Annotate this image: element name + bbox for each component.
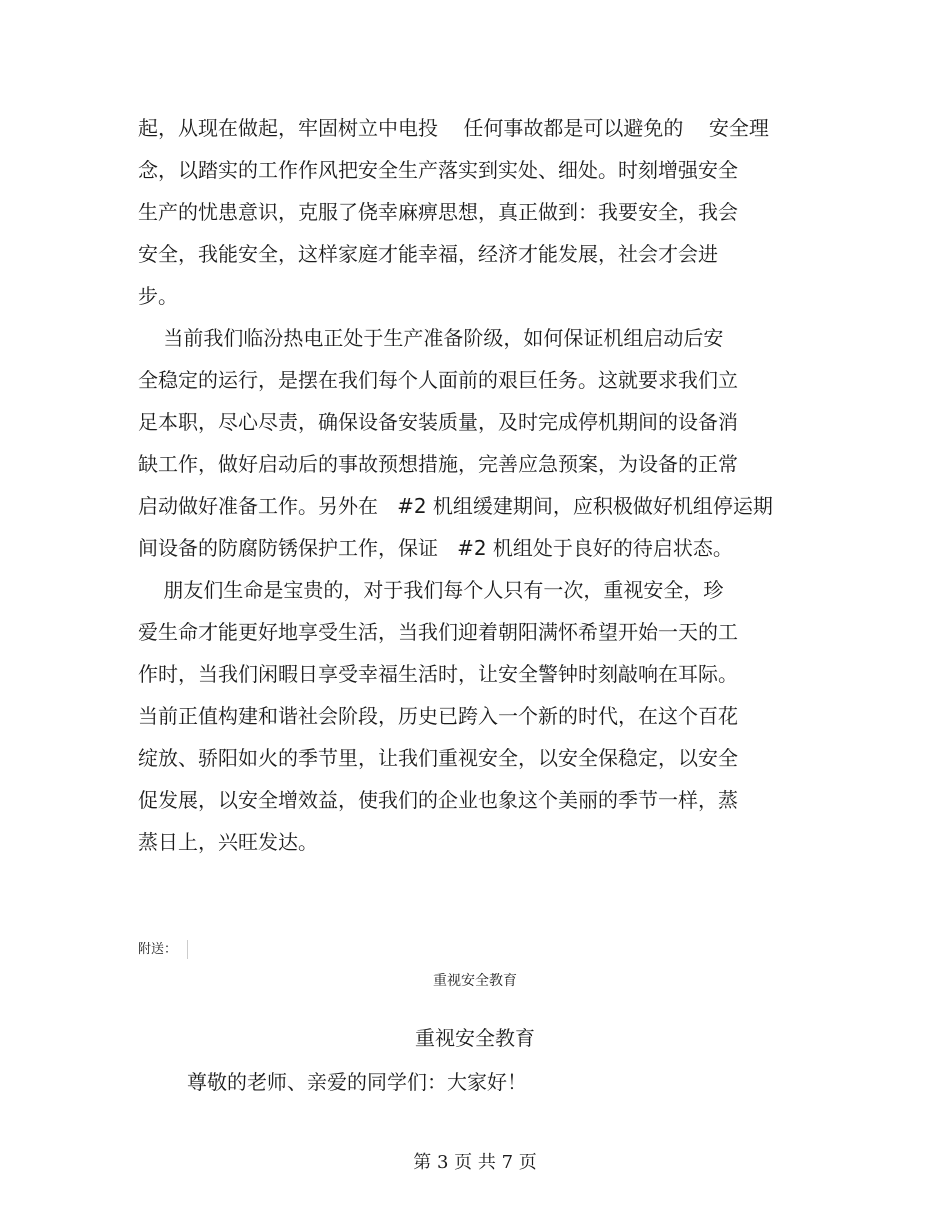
body-line: 爱生命才能更好地享受生活，当我们迎着朝阳满怀希望开始一天的工 (138, 620, 738, 644)
body-line: 间设备的防腐防锈保护工作，保证 #2 机组处于良好的待启状态。 (138, 536, 733, 560)
body-line: 生产的忧患意识，克服了侥幸麻痹思想，真正做到：我要安全，我会 (138, 200, 738, 224)
body-line: 当前正值构建和谐社会阶段，历史已跨入一个新的时代，在这个百花 (138, 704, 738, 728)
body-line: 起，从现在做起，牢固树立中电投 任何事故都是可以避免的 安全理 (138, 116, 769, 140)
body-line: 朋友们生命是宝贵的，对于我们每个人只有一次，重视安全，珍 (138, 578, 724, 602)
body-line: 缺工作，做好启动后的事故预想措施，完善应急预案，为设备的正常 (138, 452, 738, 476)
body-line: 作时，当我们闲暇日享受幸福生活时，让安全警钟时刻敲响在耳际。 (138, 662, 738, 686)
body-line: 全稳定的运行，是摆在我们每个人面前的艰巨任务。这就要求我们立 (138, 368, 738, 392)
body-line: 蒸日上，兴旺发达。 (138, 830, 318, 854)
body-line: 启动做好准备工作。另外在 #2 机组缓建期间，应积极做好机组停运期 (138, 494, 773, 518)
body-line: 步。 (138, 284, 178, 308)
body-line: 安全，我能安全，这样家庭才能幸福，经济才能发展，社会才会进 (138, 242, 718, 266)
body-line: 当前我们临汾热电正处于生产准备阶级，如何保证机组启动后安 (138, 326, 724, 350)
body-line: 绽放、骄阳如火的季节里，让我们重视安全，以安全保稳定，以安全 (138, 746, 738, 770)
appendix-label: 附送： (138, 942, 178, 957)
separator (187, 940, 188, 959)
appendix-subtitle: 重视安全教育 (433, 973, 517, 989)
appendix-title: 重视安全教育 (415, 1026, 535, 1050)
body-line: 促发展，以安全增效益，使我们的企业也象这个美丽的季节一样，蒸 (138, 788, 738, 812)
body-line: 足本职，尽心尽责，确保设备安装质量，及时完成停机期间的设备消 (138, 410, 738, 434)
page-footer: 第 3 页 共 7 页 (413, 1152, 537, 1173)
body-line: 念，以踏实的工作作风把安全生产落实到实处、细处。时刻增强安全 (138, 158, 738, 182)
greeting: 尊敬的老师、亲爱的同学们：大家好！ (187, 1070, 527, 1094)
